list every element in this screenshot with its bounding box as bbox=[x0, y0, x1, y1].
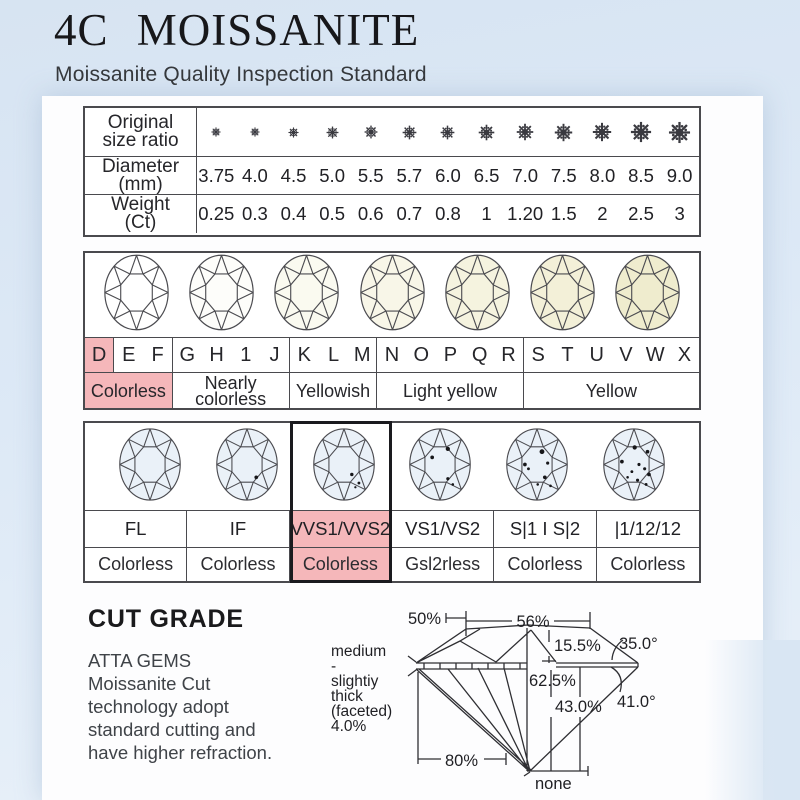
weight-value: 0.5 bbox=[319, 203, 345, 224]
color-letter: U bbox=[589, 343, 604, 366]
clarity-color-label: Colorless bbox=[187, 547, 289, 581]
color-diamond-cell bbox=[529, 253, 596, 337]
gem-icon bbox=[288, 127, 299, 138]
color-letter: D bbox=[85, 338, 114, 372]
color-diamond-icon bbox=[188, 253, 255, 332]
gem-icon-cell bbox=[351, 108, 390, 156]
color-category: Light yellow bbox=[377, 373, 523, 408]
weight-value: 2.5 bbox=[628, 203, 654, 224]
gem-icon-cell bbox=[390, 108, 429, 156]
girdle-label-line: (faceted) bbox=[331, 703, 393, 720]
diameter-value: 8.0 bbox=[589, 164, 616, 186]
cut-description-line: technology adopt bbox=[88, 696, 229, 717]
gem-icon bbox=[554, 123, 573, 142]
gem-icon-cell bbox=[506, 108, 545, 156]
pavilion-angle-label: 41.0° bbox=[617, 693, 656, 711]
diameter-value: 7.5 bbox=[550, 164, 577, 186]
star-pct-label: 80% bbox=[445, 752, 479, 770]
color-letter: N bbox=[384, 343, 400, 366]
cut-description-line: have higher refraction. bbox=[88, 742, 273, 763]
table-width-label: 50% bbox=[407, 610, 441, 628]
weight-value: 3 bbox=[674, 203, 685, 224]
gem-icon-cell bbox=[467, 108, 506, 156]
gem-icon bbox=[668, 121, 691, 144]
diameter-value: 6.0 bbox=[435, 164, 461, 186]
color-diamond-icon bbox=[103, 253, 170, 332]
gem-icon-cell bbox=[622, 108, 661, 156]
clarity-color-label: Colorless bbox=[290, 547, 392, 581]
cut-grade-heading: CUT GRADE bbox=[88, 605, 244, 633]
diameter-values-row bbox=[197, 157, 699, 195]
pavilion-depth-label: 43.0% bbox=[555, 698, 602, 716]
clarity-diamond-cell bbox=[602, 426, 666, 508]
clarity-color-label: Colorless bbox=[85, 547, 187, 581]
color-letter: E bbox=[122, 343, 136, 366]
cut-grade-description bbox=[88, 649, 272, 764]
color-letter: P bbox=[443, 343, 458, 366]
color-category: Colorless bbox=[85, 373, 173, 408]
color-grade-chart bbox=[83, 251, 701, 410]
color-diamond-cell bbox=[444, 253, 511, 337]
color-category: Yellow bbox=[585, 380, 637, 401]
culet-label: none bbox=[535, 775, 572, 793]
cut-description-line: standard cutting and bbox=[88, 719, 256, 740]
gem-icons-row bbox=[197, 108, 699, 157]
clarity-diamond-icon bbox=[602, 426, 666, 503]
color-letter: K bbox=[297, 343, 311, 366]
color-letter: R bbox=[494, 338, 523, 372]
clarity-diamond-cell bbox=[215, 426, 279, 508]
label-line: Diameter bbox=[101, 155, 180, 177]
gem-icon-cell bbox=[274, 108, 313, 156]
color-diamond-cell bbox=[359, 253, 426, 337]
clarity-grade-chart bbox=[83, 421, 701, 583]
weight-value: 0.4 bbox=[280, 203, 307, 224]
crown-angle-label: 35.0° bbox=[619, 635, 658, 653]
weight-value: 0.7 bbox=[396, 203, 423, 224]
gem-icon bbox=[440, 125, 455, 140]
label-line: size ratio bbox=[102, 130, 179, 151]
cut-description-line: Moissanite Cut bbox=[88, 673, 211, 694]
color-diamonds-row bbox=[85, 253, 699, 338]
label-line: (mm) bbox=[118, 173, 163, 195]
clarity-diamond-icon bbox=[408, 426, 472, 503]
weight-value: 0.25 bbox=[198, 203, 235, 224]
color-letter: M bbox=[348, 338, 377, 372]
weight-value: 1 bbox=[481, 203, 492, 224]
size-ratio-table bbox=[83, 106, 701, 237]
color-letter: W bbox=[645, 343, 665, 366]
girdle-label-line: slightiy bbox=[331, 673, 379, 690]
color-category: Yellowish bbox=[290, 373, 378, 408]
gem-icon-cell bbox=[544, 108, 583, 156]
diameter-value: 4.0 bbox=[242, 164, 268, 186]
color-diamond-icon bbox=[273, 253, 340, 332]
gem-icon-cell bbox=[313, 108, 352, 156]
gem-icon bbox=[516, 123, 534, 141]
page-title: 4C MOISSANITE bbox=[54, 5, 420, 55]
cut-description-line: ATTA GEMS bbox=[88, 650, 192, 671]
diameter-value: 9.0 bbox=[666, 164, 693, 186]
clarity-color-label: Colorless bbox=[494, 547, 596, 581]
color-letter: T bbox=[561, 343, 574, 366]
clarity-grade: |1/12/12 bbox=[614, 518, 682, 539]
diameter-value: 5.0 bbox=[319, 164, 345, 186]
color-diamond-icon bbox=[614, 253, 681, 332]
color-letter: G bbox=[179, 343, 196, 366]
color-letter: O bbox=[413, 343, 429, 366]
total-depth-label: 62.5% bbox=[529, 672, 576, 690]
gem-icon bbox=[211, 127, 221, 137]
gem-icon bbox=[326, 126, 339, 139]
color-letter: J bbox=[260, 338, 289, 372]
weight-value: 0.3 bbox=[242, 203, 268, 224]
diameter-value: 8.5 bbox=[628, 164, 654, 186]
diameter-value: 7.0 bbox=[512, 164, 539, 186]
color-letter: L bbox=[327, 343, 340, 366]
gem-icon bbox=[364, 125, 378, 139]
gem-icon-cell bbox=[236, 108, 275, 156]
gem-icon bbox=[592, 122, 612, 142]
clarity-diamonds-row bbox=[85, 423, 699, 510]
page-subtitle: Moissanite Quality Inspection Standard bbox=[55, 63, 427, 86]
size-table-label-original bbox=[85, 108, 197, 157]
gem-icon-cell bbox=[660, 108, 699, 156]
gem-icon-cell bbox=[583, 108, 622, 156]
color-diamond-cell bbox=[188, 253, 255, 337]
clarity-diamond-cell bbox=[408, 426, 472, 508]
clarity-color-labels-row bbox=[85, 547, 699, 581]
weight-value: 1.20 bbox=[507, 203, 544, 224]
gem-icon bbox=[402, 125, 417, 140]
gem-icon-cell bbox=[429, 108, 468, 156]
color-letter: S bbox=[531, 343, 545, 366]
diameter-value: 5.7 bbox=[396, 164, 423, 186]
clarity-grade: VVS1/VVS2 bbox=[290, 511, 392, 547]
diameter-value: 6.5 bbox=[473, 164, 500, 186]
gem-icon-cell bbox=[197, 108, 236, 156]
girdle-label-line: thick bbox=[331, 688, 363, 705]
clarity-diamond-icon bbox=[215, 426, 279, 503]
color-diamond-cell bbox=[103, 253, 170, 337]
table-pct-label: 56% bbox=[516, 613, 550, 631]
weight-values-row bbox=[197, 195, 699, 233]
diameter-value: 4.5 bbox=[280, 164, 307, 186]
diameter-value: 3.75 bbox=[198, 164, 235, 186]
size-table-label-diameter bbox=[85, 157, 197, 195]
clarity-grade: IF bbox=[187, 511, 289, 547]
clarity-grades-row bbox=[85, 510, 699, 547]
color-letter: X bbox=[677, 343, 692, 366]
weight-value: 0.8 bbox=[435, 203, 461, 224]
color-letter: 1 bbox=[240, 343, 252, 366]
color-diamond-icon bbox=[529, 253, 596, 332]
girdle-label-line: medium bbox=[331, 643, 387, 660]
color-diamond-icon bbox=[444, 253, 511, 332]
label-line: (Ct) bbox=[124, 212, 157, 233]
clarity-grade: S|1 I S|2 bbox=[494, 511, 596, 547]
clarity-diamond-cell bbox=[505, 426, 569, 508]
clarity-diamond-cell bbox=[312, 426, 376, 508]
color-diamond-icon bbox=[359, 253, 426, 332]
girdle-label-line: 4.0% bbox=[331, 718, 367, 735]
crown-height-label: 15.5% bbox=[554, 637, 601, 655]
cut-diagram bbox=[328, 586, 800, 800]
gem-icon bbox=[250, 127, 260, 137]
color-letter: V bbox=[619, 343, 633, 366]
clarity-diamond-icon bbox=[118, 426, 182, 503]
diameter-value: 5.5 bbox=[357, 164, 384, 186]
label-line: Original bbox=[107, 112, 174, 133]
color-diamond-cell bbox=[273, 253, 340, 337]
clarity-diamond-cell bbox=[118, 426, 182, 508]
clarity-diamond-icon bbox=[505, 426, 569, 503]
color-diamond-cell bbox=[614, 253, 681, 337]
color-category: Nearly colorless bbox=[173, 373, 290, 408]
color-letter: Q bbox=[471, 343, 488, 366]
weight-value: 2 bbox=[597, 203, 608, 224]
color-letters-row bbox=[85, 338, 699, 373]
gem-icon bbox=[478, 124, 495, 141]
gem-icon bbox=[630, 121, 652, 143]
clarity-color-label: Gsl2rless bbox=[392, 547, 494, 581]
color-letter: H bbox=[209, 343, 224, 366]
clarity-grade: VS1/VS2 bbox=[392, 511, 494, 547]
color-categories-row bbox=[85, 373, 699, 408]
clarity-grade: FL bbox=[85, 511, 187, 547]
clarity-diamond-icon bbox=[312, 426, 376, 503]
weight-value: 0.6 bbox=[357, 203, 384, 224]
color-letter: F bbox=[143, 338, 172, 372]
cut-diagram-lines bbox=[408, 611, 638, 776]
weight-value: 1.5 bbox=[550, 203, 577, 224]
label-line: Weight bbox=[111, 194, 170, 215]
size-table-label-weight bbox=[85, 195, 197, 233]
girdle-label-line: - bbox=[331, 658, 337, 675]
clarity-color-label: Colorless bbox=[597, 547, 699, 581]
